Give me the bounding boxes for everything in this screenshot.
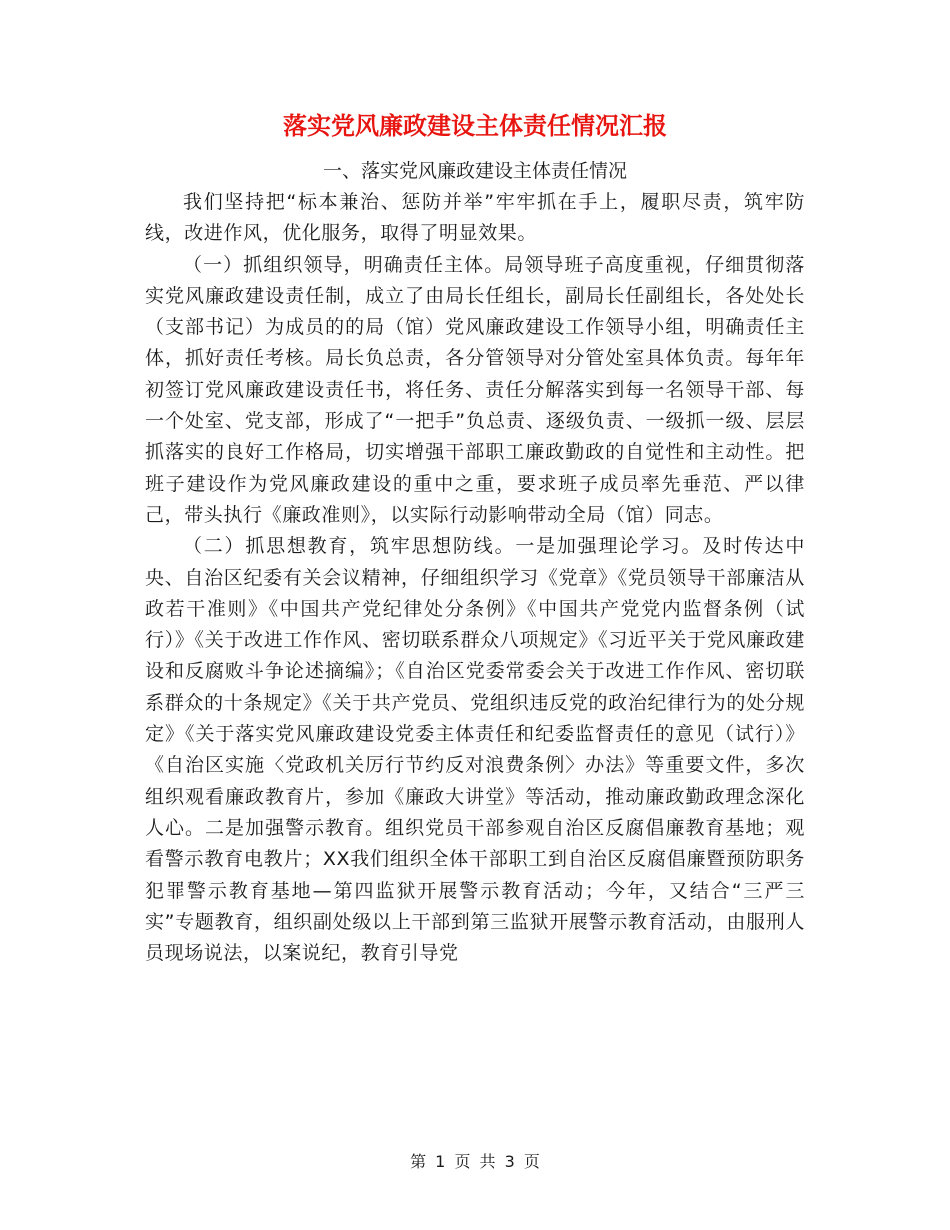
paragraph-intro: 我们坚持把“标本兼治、惩防并举”牢牢抓在手上，履职尽责，筑牢防线，改进作风，优化服务，取得了明显效果。: [145, 191, 805, 245]
page-number-footer: 第 1 页 共 3 页: [410, 1152, 540, 1171]
document-title: 落实党风廉政建设主体责任情况汇报: [283, 112, 667, 140]
document-body: [145, 156, 805, 969]
paragraph-organization-leadership: （一）抓组织领导，明确责任主体。局领导班子高度重视，仔细贯彻落实党风廉政建设责任制，成立了由局长任组长，副局长任副组长，各处处长（支部书记）为成员的的局（馆）党风廉政建设工作领导小组，明确责任主体，抓好责任考核。局长负总责，各分管领导对分管处室具体负责。每年年初签订党风廉政建设责任书，将任务、责任分解落实到每一名领导干部、每一个处室、党支部，形成了“一把手”负总责、逐级负责、一级抓一级、层层抓落实的良好工作格局，切实增强干部职工廉政勤政的自觉性和主动性。把班子建设作为党风廉政建设的重中之重，要求班子成员率先垂范、严以律己，带头执行《廉政准则》，以实际行动影响带动全局（馆）同志。: [145, 253, 805, 526]
paragraph-ideological-education: （二）抓思想教育，筑牢思想防线。一是加强理论学习。及时传达中央、自治区纪委有关会议精神，仔细组织学习《党章》《党员领导干部廉洁从政若干准则》《中国共产党纪律处分条例》《中国共产党党内监督条例（试行）》《关于改进工作作风、密切联系群众八项规定》《习近平关于党风廉政建设和反腐败斗争论述摘编》；《自治区党委常委会关于改进工作作风、密切联系群众的十条规定》《关于共产党员、党组织违反党的政治纪律行为的处分规定》《关于落实党风廉政建设党委主体责任和纪委监督责任的意见（试行）》《自治区实施〈党政机关厉行节约反对浪费条例〉办法》等重要文件，多次组织观看廉政教育片，参加《廉政大讲堂》等活动，推动廉政勤政理念深化人心。二是加强警示教育。组织党员干部参观自治区反腐倡廉教育基地；观看警示教育电教片；XX我们组织全体干部职工到自治区反腐倡廉暨预防职务犯罪警示教育基地—第四监狱开展警示教育活动；今年，又结合“三严三实”专题教育，组织副处级以上干部到第三监狱开展警示教育活动，由服刑人员现场说法，以案说纪，教育引导党: [145, 535, 805, 965]
section-heading: 一、落实党风廉政建设主体责任情况: [322, 160, 627, 182]
